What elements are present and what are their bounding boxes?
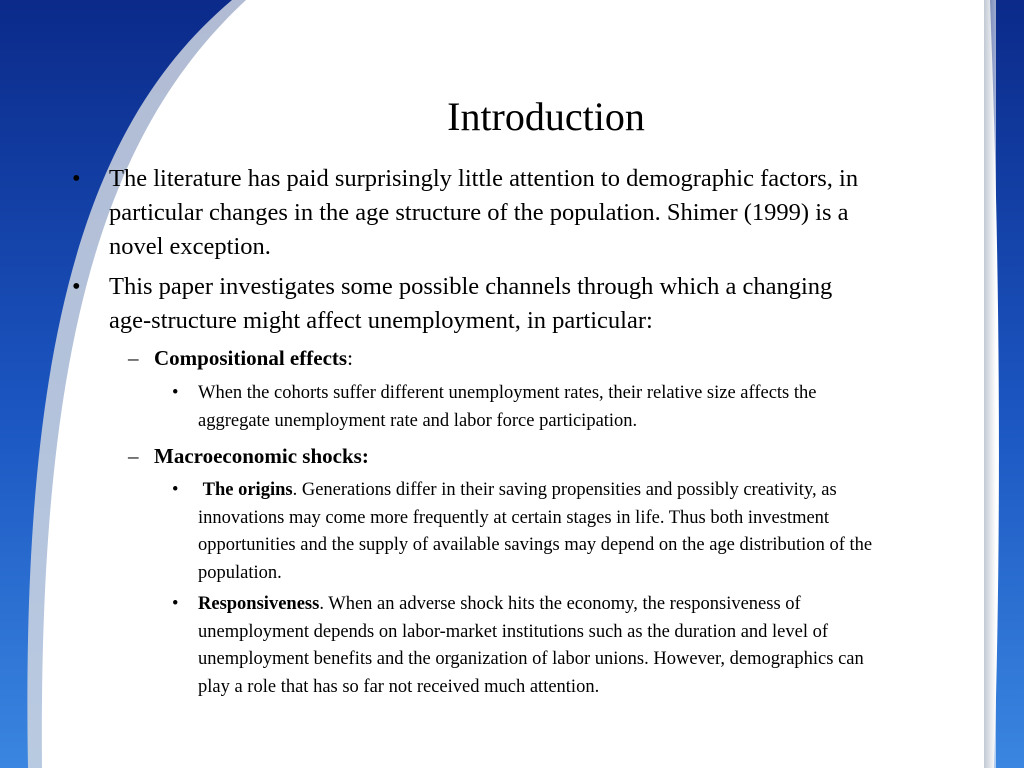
subitem-suffix: : [347, 346, 353, 370]
dash-marker: – [128, 444, 139, 468]
detail-text: . When an adverse shock hits the economy, the responsiveness of unemployment depends on labor-market institutions such as the duration and level of unemployment benefits and the organization of labor unions. However, demographics can play a role that has so far not received much attention. [198, 594, 864, 697]
bullet-marker: • [172, 383, 179, 403]
detail-responsiveness [198, 591, 878, 701]
subitem-label: Compositional effects [154, 346, 348, 370]
bullet-marker: • [72, 273, 81, 300]
subitem-compositional-effects [154, 344, 854, 372]
detail-text: . Generations differ in their saving propensities and possibly creativity, as innovations may come more frequently at certain stages in life. Thus both investment opportunities and the supply of available savings may depend on the age distribution of the population. [198, 480, 873, 583]
bullet-marker: • [72, 165, 81, 192]
bullet-marker: • [172, 480, 179, 500]
detail-label: The origins [202, 480, 293, 500]
detail-cohorts: When the cohorts suffer different unemployment rates, their relative size affects the aggregate unemployment rate and labor force participation. [198, 383, 817, 431]
detail-label: Responsiveness [198, 594, 320, 614]
slide-title: Introduction [447, 94, 645, 139]
subitem-macroeconomic-shocks [154, 442, 854, 470]
subitem-label: Macroeconomic shocks: [154, 444, 369, 468]
detail-origins [198, 477, 878, 587]
bullet-item-channels: This paper investigates some possible channels through which a changing age-structure might affect unemployment, in particular: [109, 273, 833, 334]
dash-marker: – [128, 346, 139, 370]
bullet-item-literature: The literature has paid surprisingly little attention to demographic factors, in particular changes in the age structure of the population. Shimer (1999) is a novel exception. [109, 165, 859, 260]
bullet-marker: • [172, 594, 179, 614]
